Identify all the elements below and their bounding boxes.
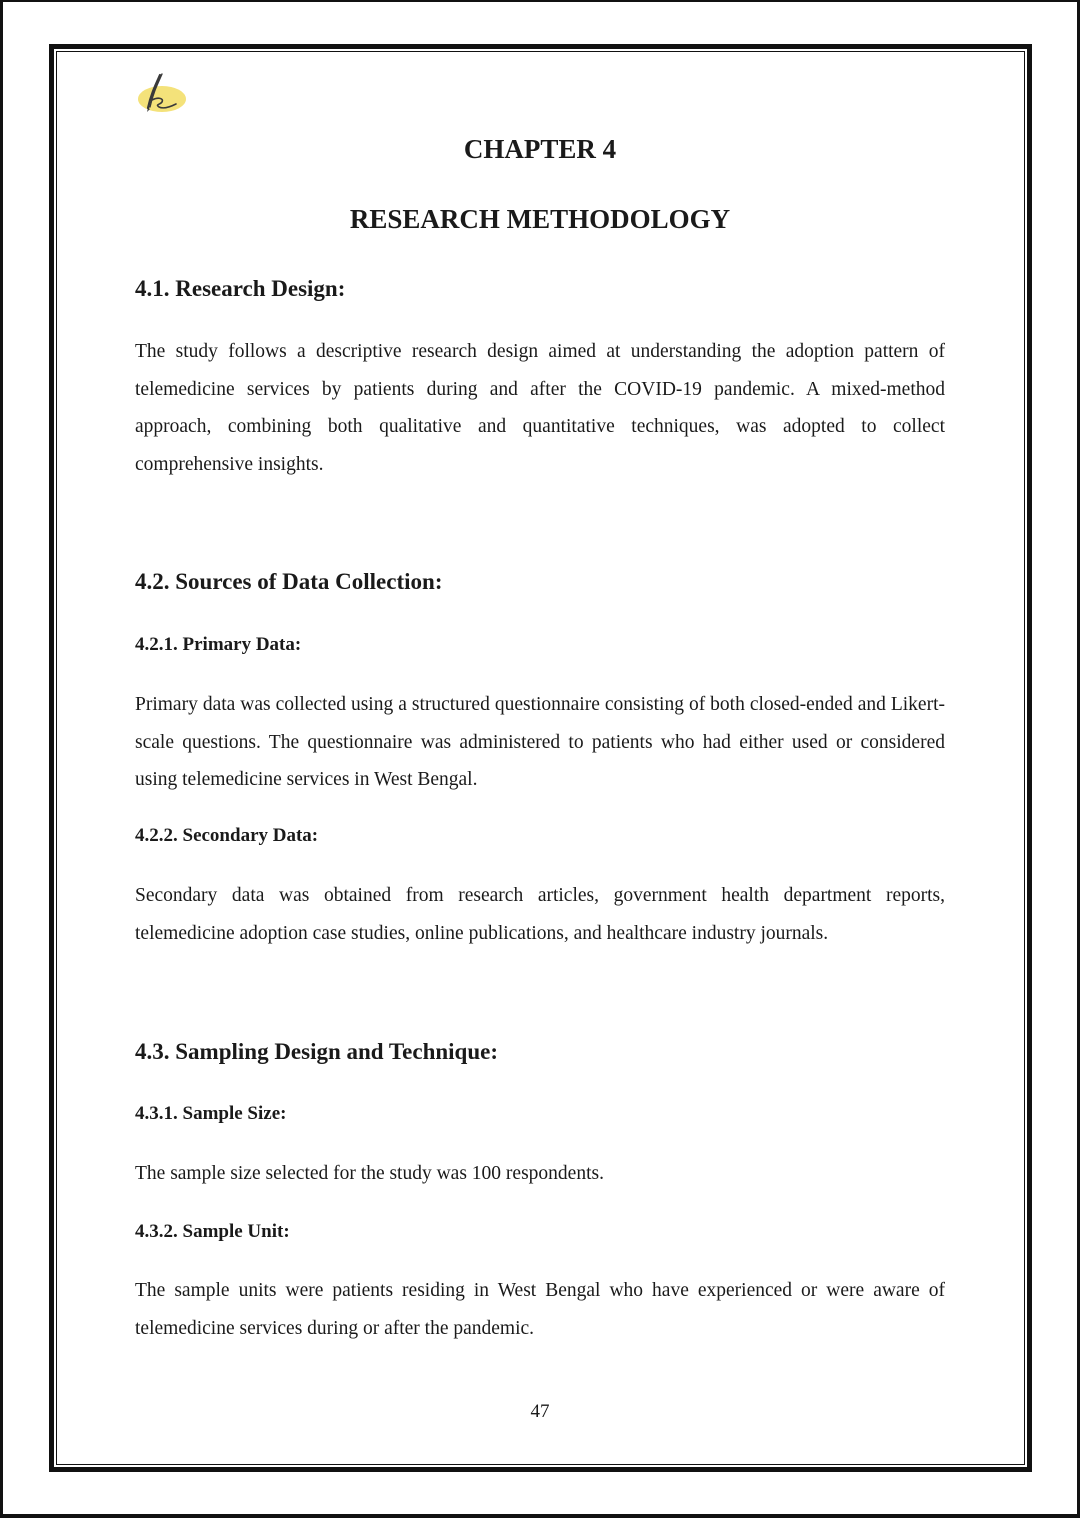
section-heading-research-design: 4.1. Research Design: [135, 276, 346, 301]
section-heading-data-sources: 4.2. Sources of Data Collection: [135, 569, 443, 594]
paragraph-sample-unit: The sample units were patients residing in West Bengal who have experienced or were aware of telemedicine services during or after the pandemic. [135, 1280, 945, 1339]
paragraph-sample-size: The sample size selected for the study was 100 respondents. [135, 1163, 604, 1184]
paragraph-research-design: The study follows a descriptive research design aimed at understanding the adoption pattern of telemedicine services by patients during and after the COVID-19 pandemic. A mixed-method approach, combining both qualitative and quantitative techniques, was adopted to collect comprehensive insights. [135, 341, 945, 475]
pen-writing-icon [134, 70, 190, 118]
subsection-heading-primary-data: 4.2.1. Primary Data: [135, 634, 302, 655]
paragraph-secondary-data: Secondary data was obtained from research articles, government health department reports, telemedicine adoption case studies, online publications, and healthcare industry journals. [135, 885, 945, 944]
subsection-heading-secondary-data: 4.2.2. Secondary Data: [135, 825, 319, 846]
subsection-heading-sample-size: 4.3.1. Sample Size: [135, 1103, 287, 1124]
chapter-number: CHAPTER 4 [463, 134, 617, 164]
subsection-heading-sample-unit: 4.3.2. Sample Unit: [135, 1221, 290, 1242]
page-edge-top [0, 0, 1080, 2]
paragraph-primary-data: Primary data was collected using a structured questionnaire consisting of both closed-ended and Likert-scale questions. The questionnaire was administered to patients who had either used or considered using telemedicine services in West Bengal. [135, 694, 945, 790]
section-heading-sampling: 4.3. Sampling Design and Technique: [135, 1039, 499, 1064]
chapter-title: RESEARCH METHODOLOGY [349, 204, 731, 234]
page-edge-bottom [0, 1514, 1080, 1518]
page-number: 47 [530, 1401, 550, 1422]
